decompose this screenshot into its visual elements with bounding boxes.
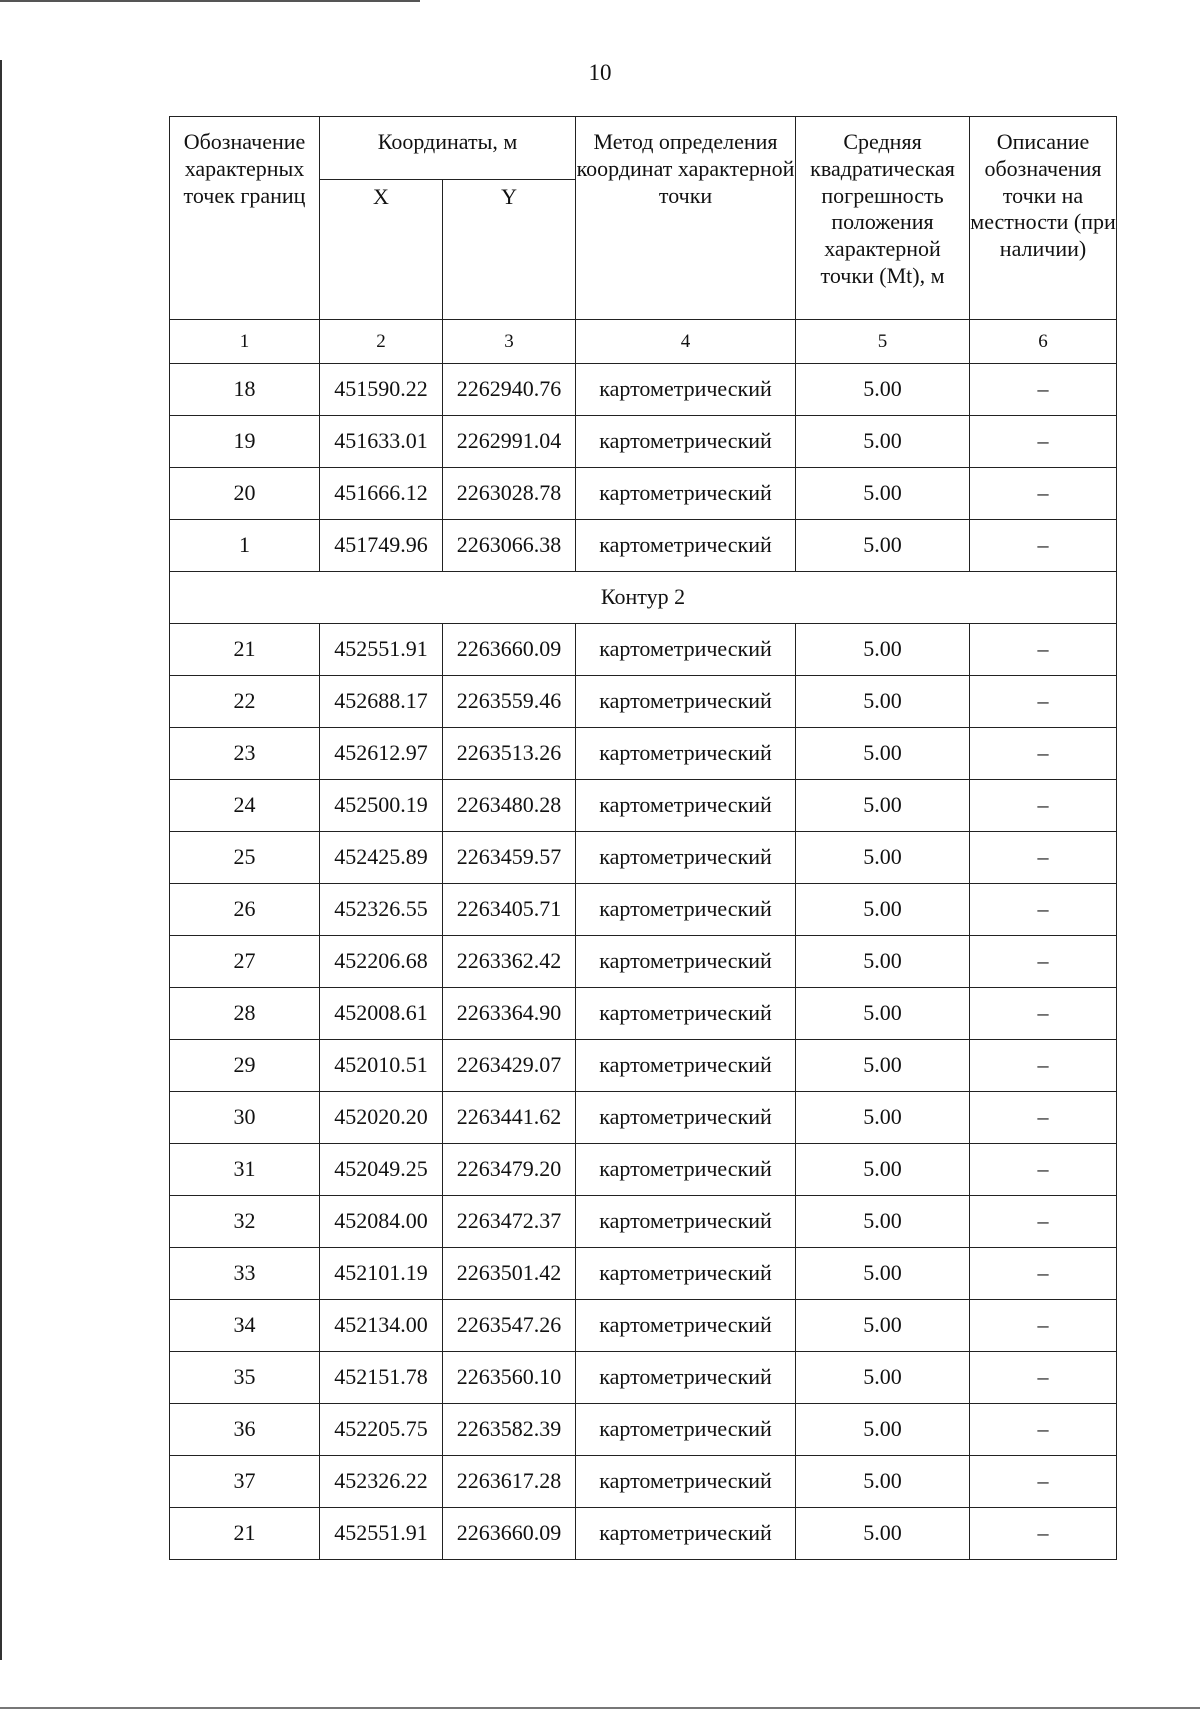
description-cell: – [970, 832, 1117, 884]
table-row [170, 416, 1117, 468]
y-coordinate-cell: 2263480.28 [443, 780, 576, 832]
point-number-cell: 33 [170, 1248, 320, 1300]
method-cell: картометрический [576, 1144, 796, 1196]
description-cell: – [970, 520, 1117, 572]
table-row [170, 676, 1117, 728]
description-cell: – [970, 1508, 1117, 1560]
y-coordinate-cell: 2263582.39 [443, 1404, 576, 1456]
table-row [170, 780, 1117, 832]
description-cell: – [970, 1456, 1117, 1508]
description-cell: – [970, 936, 1117, 988]
header-description: Описание обозначения точки на местности (при наличии) [970, 117, 1117, 320]
x-coordinate-cell: 452500.19 [320, 780, 443, 832]
mean-error-cell: 5.00 [796, 1196, 970, 1248]
x-coordinate-cell: 452049.25 [320, 1144, 443, 1196]
method-cell: картометрический [576, 884, 796, 936]
contour-heading: Контур 2 [170, 572, 1117, 624]
header-coordinates: Координаты, м [320, 117, 576, 180]
method-cell: картометрический [576, 468, 796, 520]
mean-error-cell: 5.00 [796, 936, 970, 988]
column-number-row [170, 320, 1117, 364]
table-row [170, 1248, 1117, 1300]
table-body-contour-1 [170, 364, 1117, 572]
point-number-cell: 20 [170, 468, 320, 520]
table-row [170, 884, 1117, 936]
y-coordinate-cell: 2263660.09 [443, 624, 576, 676]
table-row [170, 832, 1117, 884]
mean-error-cell: 5.00 [796, 1092, 970, 1144]
header-y: Y [443, 180, 576, 320]
mean-error-cell: 5.00 [796, 468, 970, 520]
table-row [170, 468, 1117, 520]
y-coordinate-cell: 2263364.90 [443, 988, 576, 1040]
x-coordinate-cell: 452020.20 [320, 1092, 443, 1144]
x-coordinate-cell: 452425.89 [320, 832, 443, 884]
y-coordinate-cell: 2262940.76 [443, 364, 576, 416]
method-cell: картометрический [576, 1040, 796, 1092]
y-coordinate-cell: 2263501.42 [443, 1248, 576, 1300]
x-coordinate-cell: 452205.75 [320, 1404, 443, 1456]
method-cell: картометрический [576, 1508, 796, 1560]
scan-edge-top [0, 0, 420, 2]
mean-error-cell: 5.00 [796, 884, 970, 936]
x-coordinate-cell: 452008.61 [320, 988, 443, 1040]
x-coordinate-cell: 452010.51 [320, 1040, 443, 1092]
table-row [170, 1092, 1117, 1144]
point-number-cell: 25 [170, 832, 320, 884]
mean-error-cell: 5.00 [796, 1300, 970, 1352]
method-cell: картометрический [576, 1300, 796, 1352]
x-coordinate-cell: 452326.22 [320, 1456, 443, 1508]
table-row [170, 936, 1117, 988]
point-number-cell: 22 [170, 676, 320, 728]
mean-error-cell: 5.00 [796, 1352, 970, 1404]
table-row [170, 988, 1117, 1040]
point-number-cell: 29 [170, 1040, 320, 1092]
y-coordinate-cell: 2263547.26 [443, 1300, 576, 1352]
column-number: 3 [443, 320, 576, 364]
mean-error-cell: 5.00 [796, 520, 970, 572]
method-cell: картометрический [576, 1196, 796, 1248]
point-number-cell: 27 [170, 936, 320, 988]
point-number-cell: 35 [170, 1352, 320, 1404]
mean-error-cell: 5.00 [796, 832, 970, 884]
description-cell: – [970, 1144, 1117, 1196]
x-coordinate-cell: 452206.68 [320, 936, 443, 988]
point-number-cell: 36 [170, 1404, 320, 1456]
x-coordinate-cell: 452612.97 [320, 728, 443, 780]
method-cell: картометрический [576, 780, 796, 832]
y-coordinate-cell: 2263559.46 [443, 676, 576, 728]
method-cell: картометрический [576, 520, 796, 572]
mean-error-cell: 5.00 [796, 1248, 970, 1300]
point-number-cell: 18 [170, 364, 320, 416]
description-cell: – [970, 676, 1117, 728]
method-cell: картометрический [576, 936, 796, 988]
point-number-cell: 24 [170, 780, 320, 832]
method-cell: картометрический [576, 1456, 796, 1508]
description-cell: – [970, 1040, 1117, 1092]
y-coordinate-cell: 2262991.04 [443, 416, 576, 468]
point-number-cell: 34 [170, 1300, 320, 1352]
table-body-contour-heading [170, 572, 1117, 624]
x-coordinate-cell: 451633.01 [320, 416, 443, 468]
mean-error-cell: 5.00 [796, 728, 970, 780]
mean-error-cell: 5.00 [796, 1508, 970, 1560]
mean-error-cell: 5.00 [796, 1404, 970, 1456]
description-cell: – [970, 1352, 1117, 1404]
point-number-cell: 32 [170, 1196, 320, 1248]
y-coordinate-cell: 2263472.37 [443, 1196, 576, 1248]
point-number-cell: 19 [170, 416, 320, 468]
method-cell: картометрический [576, 364, 796, 416]
description-cell: – [970, 1196, 1117, 1248]
x-coordinate-cell: 451590.22 [320, 364, 443, 416]
method-cell: картометрический [576, 832, 796, 884]
x-coordinate-cell: 452084.00 [320, 1196, 443, 1248]
table-row [170, 624, 1117, 676]
column-number: 6 [970, 320, 1117, 364]
y-coordinate-cell: 2263617.28 [443, 1456, 576, 1508]
description-cell: – [970, 416, 1117, 468]
description-cell: – [970, 1300, 1117, 1352]
method-cell: картометрический [576, 416, 796, 468]
column-number: 2 [320, 320, 443, 364]
column-number: 4 [576, 320, 796, 364]
point-number-cell: 37 [170, 1456, 320, 1508]
table-row [170, 1040, 1117, 1092]
y-coordinate-cell: 2263560.10 [443, 1352, 576, 1404]
x-coordinate-cell: 452551.91 [320, 1508, 443, 1560]
method-cell: картометрический [576, 624, 796, 676]
y-coordinate-cell: 2263513.26 [443, 728, 576, 780]
mean-error-cell: 5.00 [796, 780, 970, 832]
description-cell: – [970, 1092, 1117, 1144]
table-body-contour-2 [170, 624, 1117, 1560]
scan-edge-left [0, 60, 2, 1660]
contour-heading-row [170, 572, 1117, 624]
table-row [170, 728, 1117, 780]
description-cell: – [970, 364, 1117, 416]
x-coordinate-cell: 452101.19 [320, 1248, 443, 1300]
method-cell: картометрический [576, 1092, 796, 1144]
description-cell: – [970, 988, 1117, 1040]
mean-error-cell: 5.00 [796, 624, 970, 676]
mean-error-cell: 5.00 [796, 416, 970, 468]
method-cell: картометрический [576, 1404, 796, 1456]
header-row [170, 117, 1117, 180]
header-mean-error: Средняя квадратическая погрешность положения характерной точки (Mt), м [796, 117, 970, 320]
header-point-designation: Обозначение характерных точек границ [170, 117, 320, 320]
page-number: 10 [588, 60, 612, 85]
y-coordinate-cell: 2263441.62 [443, 1092, 576, 1144]
mean-error-cell: 5.00 [796, 1144, 970, 1196]
method-cell: картометрический [576, 1352, 796, 1404]
method-cell: картометрический [576, 988, 796, 1040]
table-row [170, 1404, 1117, 1456]
point-number-cell: 26 [170, 884, 320, 936]
header-x: X [320, 180, 443, 320]
x-coordinate-cell: 451666.12 [320, 468, 443, 520]
x-coordinate-cell: 452151.78 [320, 1352, 443, 1404]
table-row [170, 1196, 1117, 1248]
table-row [170, 1508, 1117, 1560]
y-coordinate-cell: 2263459.57 [443, 832, 576, 884]
method-cell: картометрический [576, 1248, 796, 1300]
description-cell: – [970, 1248, 1117, 1300]
description-cell: – [970, 728, 1117, 780]
y-coordinate-cell: 2263429.07 [443, 1040, 576, 1092]
method-cell: картометрический [576, 728, 796, 780]
table-row [170, 1144, 1117, 1196]
y-coordinate-cell: 2263362.42 [443, 936, 576, 988]
scan-edge-bottom [0, 1707, 1200, 1709]
y-coordinate-cell: 2263066.38 [443, 520, 576, 572]
point-number-cell: 1 [170, 520, 320, 572]
table-row [170, 1300, 1117, 1352]
mean-error-cell: 5.00 [796, 988, 970, 1040]
table-row [170, 1456, 1117, 1508]
point-number-cell: 21 [170, 624, 320, 676]
point-number-cell: 28 [170, 988, 320, 1040]
y-coordinate-cell: 2263479.20 [443, 1144, 576, 1196]
x-coordinate-cell: 452326.55 [320, 884, 443, 936]
description-cell: – [970, 624, 1117, 676]
y-coordinate-cell: 2263660.09 [443, 1508, 576, 1560]
x-coordinate-cell: 452134.00 [320, 1300, 443, 1352]
x-coordinate-cell: 451749.96 [320, 520, 443, 572]
point-number-cell: 30 [170, 1092, 320, 1144]
mean-error-cell: 5.00 [796, 676, 970, 728]
coordinates-table [169, 116, 1117, 1560]
y-coordinate-cell: 2263028.78 [443, 468, 576, 520]
y-coordinate-cell: 2263405.71 [443, 884, 576, 936]
description-cell: – [970, 468, 1117, 520]
method-cell: картометрический [576, 676, 796, 728]
mean-error-cell: 5.00 [796, 364, 970, 416]
mean-error-cell: 5.00 [796, 1040, 970, 1092]
x-coordinate-cell: 452688.17 [320, 676, 443, 728]
description-cell: – [970, 884, 1117, 936]
header-method: Метод определения координат характерной точки [576, 117, 796, 320]
column-number: 5 [796, 320, 970, 364]
description-cell: – [970, 1404, 1117, 1456]
table-row [170, 1352, 1117, 1404]
table-row [170, 520, 1117, 572]
mean-error-cell: 5.00 [796, 1456, 970, 1508]
x-coordinate-cell: 452551.91 [320, 624, 443, 676]
table-row [170, 364, 1117, 416]
point-number-cell: 23 [170, 728, 320, 780]
point-number-cell: 21 [170, 1508, 320, 1560]
description-cell: – [970, 780, 1117, 832]
column-number: 1 [170, 320, 320, 364]
point-number-cell: 31 [170, 1144, 320, 1196]
